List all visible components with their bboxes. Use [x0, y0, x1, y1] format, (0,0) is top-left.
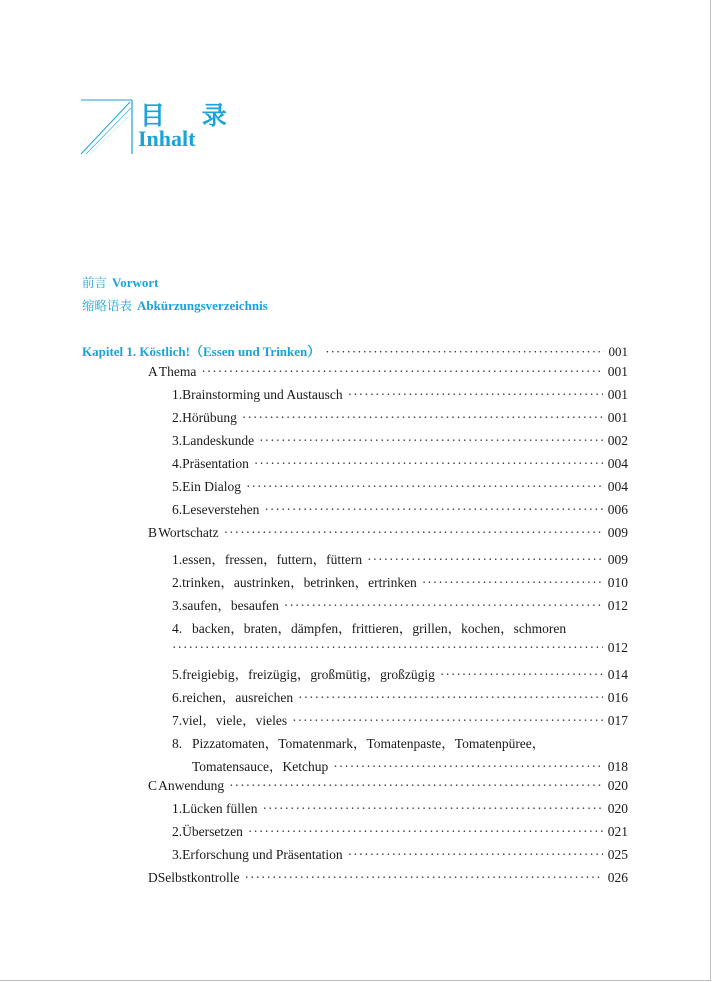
page-number: 009	[607, 525, 628, 540]
dot-leader	[229, 778, 603, 794]
entry-number: 6.	[172, 690, 183, 705]
dot-leader	[248, 824, 603, 840]
entry-number: 2.	[172, 410, 183, 425]
dot-leader	[245, 870, 603, 886]
entry-title-continued: Tomatensauce，Ketchup	[192, 759, 329, 774]
toc-title-de: Inhalt	[138, 126, 196, 151]
toc-section-d[interactable]	[148, 870, 628, 890]
dot-leader	[254, 456, 603, 472]
toc-entry[interactable]	[172, 479, 628, 499]
dot-leader	[246, 479, 603, 495]
toc-entry-wrapped-first-line[interactable]	[172, 617, 566, 637]
dot-leader	[264, 502, 602, 518]
page-number: 006	[607, 502, 628, 517]
entry-number: 4.	[172, 621, 183, 636]
entry-number: 4.	[172, 456, 183, 471]
title-decoration	[80, 98, 136, 156]
entry-title: Erforschung und Präsentation	[182, 847, 343, 862]
page-number: 012	[607, 598, 628, 613]
entry-title: Präsentation	[182, 456, 249, 471]
toc-entry[interactable]	[172, 502, 628, 522]
entry-number: 3.	[172, 847, 183, 862]
toc-entry[interactable]	[172, 410, 628, 430]
entry-number: 1.	[172, 387, 183, 402]
toc-entry[interactable]	[172, 801, 628, 821]
entry-number: 1.	[172, 801, 183, 816]
toc-title-cn: 目 录	[140, 101, 241, 130]
dot-leader	[422, 575, 603, 591]
entry-title: Pizzatomaten，Tomatenmark，Tomatenpaste，Tomatenpüree，	[192, 736, 546, 751]
toc-entry[interactable]	[172, 686, 628, 706]
entry-title: reichen，ausreichen	[182, 690, 294, 705]
front-item-de: Vorwort	[112, 275, 159, 290]
entry-title: Selbstkontrolle	[157, 870, 240, 885]
entry-title: Ein Dialog	[182, 479, 241, 494]
section-letter: A	[148, 364, 158, 379]
toc-section-a[interactable]	[148, 364, 628, 384]
dot-leader	[224, 525, 603, 541]
page-number: 001	[607, 364, 628, 379]
dot-leader	[172, 640, 603, 656]
dot-leader	[292, 713, 603, 729]
toc-entry[interactable]	[172, 433, 628, 453]
page-number: 001	[607, 410, 628, 425]
entry-title: essen，fressen，futtern，füttern	[182, 552, 363, 567]
entry-number: 3.	[172, 433, 183, 448]
entry-title: Hörübung	[182, 410, 237, 425]
page-number: 009	[607, 552, 628, 567]
entry-title: Lücken füllen	[182, 801, 258, 816]
dot-leader	[440, 667, 603, 683]
page-number: 025	[607, 847, 628, 862]
entry-title: Landeskunde	[182, 433, 255, 448]
entry-number: 3.	[172, 598, 183, 613]
entry-title: Anwendung	[158, 778, 225, 793]
dot-leader	[259, 433, 603, 449]
page-number: 020	[607, 801, 628, 816]
toc-section-b[interactable]	[148, 525, 628, 545]
toc-entry-wrapped-first-line[interactable]	[172, 732, 545, 752]
dot-leader	[367, 552, 603, 568]
entry-title: trinken，austrinken，betrinken，ertrinken	[182, 575, 417, 590]
toc-entry[interactable]	[172, 594, 628, 614]
toc-entry[interactable]	[172, 824, 628, 844]
entry-title: viel，viele，vieles	[182, 713, 288, 728]
front-item-cn: 前言	[82, 275, 108, 290]
page-number: 014	[607, 667, 628, 682]
dot-leader	[201, 364, 602, 380]
toc-entry-wrapped-leader-line[interactable]	[172, 640, 628, 660]
page-number: 020	[607, 778, 628, 793]
entry-title: backen，braten，dämpfen，frittieren，grillen，kochen，schmoren	[192, 621, 567, 636]
entry-number: 5.	[172, 479, 183, 494]
page-number: 012	[607, 640, 628, 655]
toc-entry[interactable]	[172, 571, 628, 591]
section-letter: B	[148, 525, 158, 540]
page-number: 001	[607, 387, 628, 402]
section-letter: C	[148, 778, 158, 793]
page-number: 017	[607, 713, 628, 728]
entry-number: 8.	[172, 736, 183, 751]
entry-title: Wortschatz	[158, 525, 219, 540]
toc-entry[interactable]	[172, 387, 628, 407]
dot-leader	[333, 759, 602, 775]
dot-leader	[348, 847, 603, 863]
entry-title: freigiebig，freizügig，großmütig，großzügig	[182, 667, 435, 682]
page-number: 001	[608, 344, 628, 359]
front-item-vorwort[interactable]	[82, 273, 158, 291]
page-number: 026	[607, 870, 628, 885]
entry-title: Thema	[158, 364, 197, 379]
toc-section-c[interactable]	[148, 778, 628, 798]
toc-entry[interactable]	[172, 548, 628, 568]
page-number: 004	[607, 479, 628, 494]
entry-title: Leseverstehen	[182, 502, 260, 517]
entry-title: saufen，besaufen	[182, 598, 279, 613]
dot-leader	[298, 690, 603, 706]
page-number: 010	[607, 575, 628, 590]
toc-entry[interactable]	[172, 663, 628, 683]
toc-chapter-1[interactable]	[82, 341, 628, 361]
dot-leader	[325, 344, 603, 360]
entry-title: Übersetzen	[182, 824, 243, 839]
entry-number: 7.	[172, 713, 183, 728]
entry-number: 2.	[172, 575, 183, 590]
entry-title: Brainstorming und Austausch	[182, 387, 343, 402]
section-letter: D	[148, 870, 158, 885]
entry-number: 1.	[172, 552, 183, 567]
entry-number: 2.	[172, 824, 183, 839]
dot-leader	[242, 410, 603, 426]
toc-entry[interactable]	[172, 456, 628, 476]
page-number: 018	[607, 759, 628, 774]
front-item-abkuerzungen[interactable]	[82, 296, 268, 314]
dot-leader	[348, 387, 603, 403]
chapter-title: Kapitel 1. Köstlich!（Essen und Trinken）	[82, 344, 321, 359]
page-number: 021	[607, 824, 628, 839]
front-item-cn: 缩略语表	[82, 298, 133, 313]
toc-entry-wrapped-second-line[interactable]	[192, 755, 628, 775]
toc-entry[interactable]	[172, 709, 628, 729]
entry-number: 5.	[172, 667, 183, 682]
front-item-de: Abkürzungsverzeichnis	[137, 298, 268, 313]
page-number: 004	[607, 456, 628, 471]
toc-entry[interactable]	[172, 847, 628, 867]
page-number: 002	[607, 433, 628, 448]
entry-number: 6.	[172, 502, 183, 517]
dot-leader	[284, 598, 603, 614]
dot-leader	[262, 801, 602, 817]
page-number: 016	[607, 690, 628, 705]
